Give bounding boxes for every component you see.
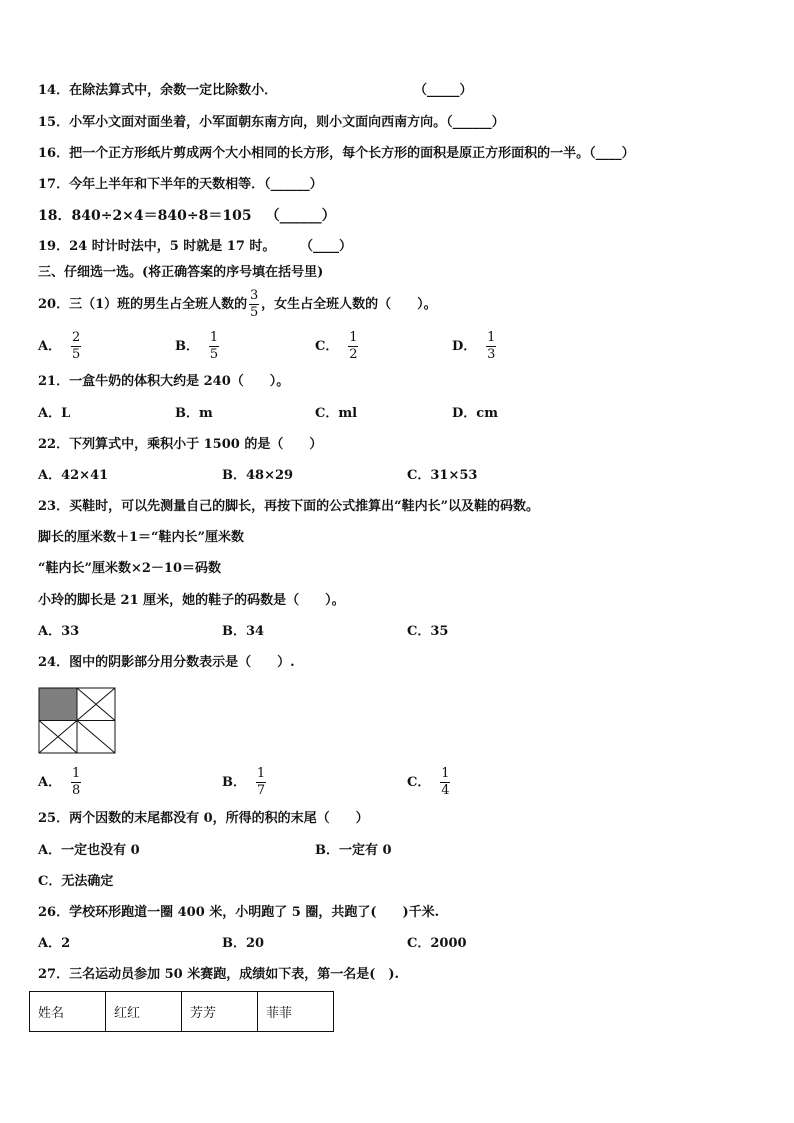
question-text: 在除法算式中，余数一定比除数小．	[69, 83, 278, 98]
question-text: 840÷2×4＝840÷8＝105	[71, 208, 252, 224]
shaded-square-figure	[38, 687, 116, 754]
fraction: $\frac{1}{7}$	[256, 766, 266, 798]
table-cell: 姓名	[30, 992, 106, 1032]
table-cell: 芳芳	[182, 992, 258, 1032]
question-21	[38, 373, 289, 391]
question-17	[38, 176, 323, 194]
option-c[interactable]: C．ml	[315, 406, 358, 421]
option-a[interactable]: A．33	[38, 624, 80, 639]
question-number: 16．	[38, 146, 70, 161]
question-text: 24 时计时法中，5 时就是 17 时。	[69, 239, 276, 254]
section-heading: 三、仔细选一选。(将正确答案的序号填在括号里)	[38, 265, 324, 280]
question-25	[38, 810, 369, 828]
question-number: 22．	[38, 437, 70, 452]
results-table	[29, 991, 334, 1032]
answer-blank-19: （____）	[300, 239, 353, 254]
shaded-region	[39, 688, 77, 721]
figure-line	[77, 721, 115, 754]
option-b[interactable]: B．20	[222, 936, 265, 951]
question-text: 学校环形跑道一圈 400 米，小明跑了 5 圈，共跑了( )千米.	[69, 905, 440, 920]
option-b[interactable]: B．一定有 0	[315, 843, 392, 858]
table-cell: 红红	[106, 992, 182, 1032]
formula-2: “鞋内长”厘米数×2－10＝码数	[38, 561, 221, 576]
option-c[interactable]: C．35	[407, 624, 449, 639]
option-c[interactable]: C． $\frac{1}{2}$	[315, 330, 358, 362]
question-26	[38, 904, 439, 922]
fraction: $\frac{3}{5}$	[250, 288, 259, 320]
option-b[interactable]: B．48×29	[222, 468, 294, 483]
option-a[interactable]: A．2	[38, 936, 71, 951]
question-text: 今年上半年和下半年的天数相等．	[69, 177, 265, 192]
question-16	[38, 145, 635, 163]
question-22	[38, 436, 322, 454]
question-text: 两个因数的末尾都没有 0，所得的积的末尾（ ）	[69, 811, 369, 826]
question-number: 17．	[38, 177, 70, 192]
sub-question: 小玲的脚长是 21 厘米，她的鞋子的码数是（ ）。	[38, 593, 345, 608]
option-b[interactable]: B． $\frac{1}{5}$	[175, 330, 219, 362]
question-20	[38, 288, 437, 322]
answer-blank-14: （_____）	[414, 83, 473, 98]
option-a[interactable]: A．一定也没有 0	[38, 843, 140, 858]
answer-blank: （______）	[265, 208, 336, 224]
option-d[interactable]: D．cm	[452, 406, 498, 421]
question-23	[38, 498, 539, 516]
question-text: 一盒牛奶的体积大约是 240（ ）。	[69, 374, 290, 389]
table-row	[30, 992, 334, 1032]
fraction: $\frac{1}{2}$	[349, 330, 358, 362]
option-b[interactable]: B．34	[222, 624, 265, 639]
question-27	[38, 966, 399, 984]
fraction: $\frac{1}{4}$	[441, 766, 450, 798]
question-text-tail: ，女生占全班人数的（ ）。	[261, 297, 437, 312]
question-number: 19．	[38, 239, 70, 254]
fraction: $\frac{2}{5}$	[71, 330, 81, 362]
question-number: 27．	[38, 967, 70, 982]
option-c[interactable]: C． $\frac{1}{4}$	[407, 766, 450, 798]
question-text: 小军小文面对面坐着，小军面朝东南方向，则小文面向西南方向。	[69, 115, 447, 130]
fraction: $\frac{1}{8}$	[71, 766, 81, 798]
option-a[interactable]: A． $\frac{1}{8}$	[38, 766, 81, 798]
question-number: 26．	[38, 905, 70, 920]
option-c[interactable]: C．无法确定	[38, 874, 114, 889]
option-a[interactable]: A．L	[38, 406, 71, 421]
answer-blank: （______）	[446, 115, 505, 130]
question-number: 21．	[38, 374, 70, 389]
question-15	[38, 114, 505, 132]
answer-blank: （____）	[589, 146, 635, 161]
option-c[interactable]: C．31×53	[407, 468, 478, 483]
option-a[interactable]: A． $\frac{2}{5}$	[38, 330, 81, 362]
option-b[interactable]: B．m	[175, 406, 213, 421]
option-b[interactable]: B． $\frac{1}{7}$	[222, 766, 266, 798]
option-d[interactable]: D． $\frac{1}{3}$	[452, 330, 496, 362]
fraction: $\frac{1}{3}$	[487, 330, 496, 362]
question-text: 把一个正方形纸片剪成两个大小相同的长方形，每个长方形的面积是原正方形面积的一半。	[69, 146, 590, 161]
question-24	[38, 654, 295, 672]
question-number: 20．	[38, 297, 70, 312]
question-number: 23．	[38, 499, 70, 514]
option-a[interactable]: A．42×41	[38, 468, 109, 483]
question-text: 下列算式中，乘积小于 1500 的是（ ）	[69, 437, 323, 452]
question-14	[38, 82, 277, 100]
question-text: 买鞋时，可以先测量自己的脚长，再按下面的公式推算出“鞋内长”以及鞋的码数。	[69, 499, 540, 514]
question-number: 24．	[38, 655, 70, 670]
question-number: 25．	[38, 811, 70, 826]
question-text: 三名运动员参加 50 米赛跑，成绩如下表，第一名是( ).	[69, 967, 400, 982]
answer-blank: （______）	[264, 177, 323, 192]
option-c[interactable]: C．2000	[407, 936, 467, 951]
question-number: 15．	[38, 115, 70, 130]
question-18	[38, 207, 336, 225]
question-number: 14．	[38, 83, 70, 98]
question-text: 三（1）班的男生占全班人数的	[69, 297, 248, 312]
question-number: 18．	[38, 208, 72, 224]
fraction: $\frac{1}{5}$	[209, 330, 219, 362]
question-19	[38, 238, 275, 256]
table-cell: 菲菲	[258, 992, 334, 1032]
question-text: 图中的阴影部分用分数表示是（ ）.	[69, 655, 295, 670]
formula-1: 脚长的厘米数＋1＝“鞋内长”厘米数	[38, 530, 245, 545]
